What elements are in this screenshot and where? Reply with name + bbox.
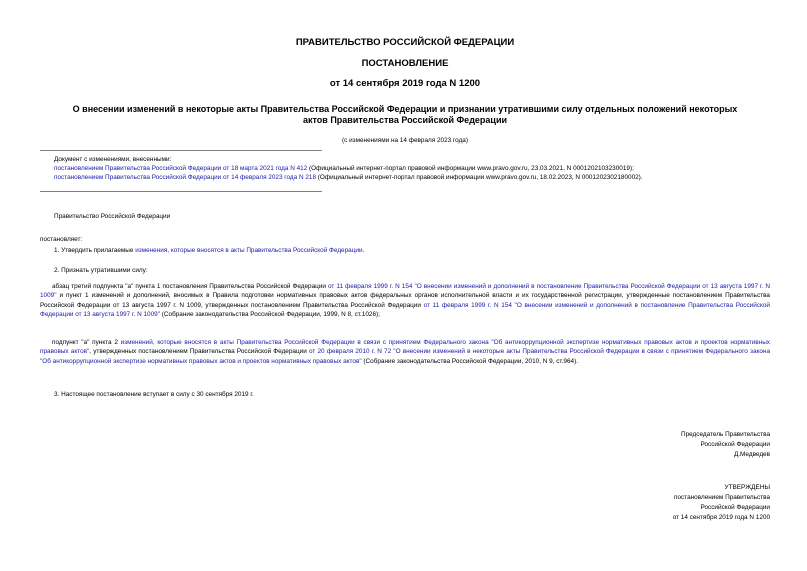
- issuer-text: Правительство Российской Федерации: [54, 213, 171, 220]
- changes-top-divider: [40, 150, 322, 151]
- signature-name: Д.Медведев: [733, 451, 770, 458]
- changes-appendix-link[interactable]: изменения, которые вносятся в акты Правительства Российской Федерации: [135, 247, 363, 254]
- signature-country: Российской Федерации: [700, 441, 770, 448]
- approved-country: Российской Федерации: [700, 504, 770, 511]
- decree-154-link[interactable]: от 11 февраля 1999 г. N 154 "О внесении изменений и дополнений в постановление Правительства Российской Федерации от 13 августа 1997 г. N 1009": [40, 283, 771, 300]
- approved-heading: УТВЕРЖДЕНЫ: [724, 484, 770, 491]
- anticorruption-changes-link[interactable]: изменений, которые вносятся в акты Правительства Российской Федерации в связи с принятием Федерального закона "Об антикоррупционной экспертизе нормативных правовых актов и проектов нормативных правовых актов": [40, 339, 770, 356]
- changes-box: [54, 155, 774, 182]
- paragraph-2b: подпункт "а" пункта 2 изменений, которые вносятся в акты Правительства Российской Федерации в связи с принятием Федерального закона "Об антикоррупционной экспертизе нормативных правовых актов и проектов нормативных правовых актов", утвержденных постановлением Правительства Российской Федерации от 20 февраля 2010 г. N 72 "О внесении изменений в некоторые акты Правительства Российской Федерации в связи с принятием Федерального закона "Об антикоррупционной экспертизе нормативных правовых актов и проектов нормативных правовых актов" (Собрание законодательства Российской Федерации, 2010, N 9, ст.964).: [40, 339, 770, 365]
- signature-block: [681, 430, 770, 460]
- change-link-2[interactable]: постановлением Правительства Российской Федерации от 14 февраля 2023 года N 218: [54, 174, 317, 181]
- date-number-heading: от 14 сентября 2019 года N 1200: [329, 78, 481, 89]
- change-source-2: (Официальный интернет-портал правовой информации www.pravo.gov.ru, 18.02.2023, N 0001202302180002).: [316, 174, 643, 181]
- change-source-1: (Официальный интернет-портал правовой информации www.pravo.gov.ru, 23.03.2021, N 0001202103230019);: [307, 165, 634, 172]
- change-link-1[interactable]: постановлением Правительства Российской Федерации от 18 марта 2021 года N 412: [54, 165, 308, 172]
- paragraph-1: 1. Утвердить прилагаемые изменения, которые вносятся в акты Правительства Российской Федерации.: [54, 247, 365, 254]
- paragraph-3: 3. Настоящее постановление вступает в силу с 30 сентября 2019 г.: [54, 391, 254, 398]
- change-item: [54, 164, 774, 173]
- doc-type-heading: ПОСТАНОВЛЕНИЕ: [361, 58, 449, 69]
- approved-by: постановлением Правительства: [674, 494, 770, 501]
- document-title: О внесении изменений в некоторые акты Правительства Российской Федерации и признании утратившими силу отдельных положений некоторых актов Правительства Российской Федерации: [72, 104, 738, 125]
- paragraph-2a: абзац третий подпункта "а" пункта 1 постановления Правительства Российской Федерации от 11 февраля 1999 г. N 154 "О внесении изменений и дополнений в постановление Правительства Российской Федерации от 13 августа 1997 г. N 1009" и пункт 1 изменений и дополнений, вносимых в Правила подготовки нормативных правовых актов федеральных органов исполнительной власти и их государственной регистрации, утвержденные постановлением Правительства Российской Федерации от 13 августа 1997 г. N 1009, утвержденных постановлением Правительства Российской Федерации от 11 февраля 1999 г. N 154 "О внесении изменений и дополнений в постановление Правительства Российской Федерации от 13 августа 1997 г. N 1009" (Собрание законодательства Российской Федерации, 1999, N 8, ст.1026);: [40, 283, 771, 318]
- changes-bottom-divider: [40, 191, 322, 192]
- decree-154-link-2[interactable]: от 11 февраля 1999 г. N 154 "О внесении изменений и дополнений в постановление Правительства Российской Федерации от 13 августа 1997 г. N 1009": [40, 301, 770, 318]
- approved-block: [673, 483, 770, 523]
- paragraph-2: 2. Признать утратившими силу:: [54, 267, 148, 274]
- signature-position: Председатель Правительства: [681, 431, 770, 438]
- decrees-text: постановляет:: [40, 236, 83, 243]
- changes-intro: Документ с изменениями, внесенными:: [54, 156, 172, 163]
- revision-note: (с изменениями на 14 февраля 2023 года): [342, 137, 468, 144]
- government-heading: ПРАВИТЕЛЬСТВО РОССИЙСКОЙ ФЕДЕРАЦИИ: [295, 37, 515, 48]
- change-item: [54, 173, 774, 182]
- decree-72-link[interactable]: от 20 февраля 2010 г. N 72 "О внесении изменений в некоторые акты Правительства Российской Федерации в связи с принятием Федерального закона "Об антикоррупционной экспертизе нормативных правовых актов и проектов нормативных правовых актов": [40, 348, 770, 365]
- approved-date: от 14 сентября 2019 года N 1200: [672, 514, 770, 521]
